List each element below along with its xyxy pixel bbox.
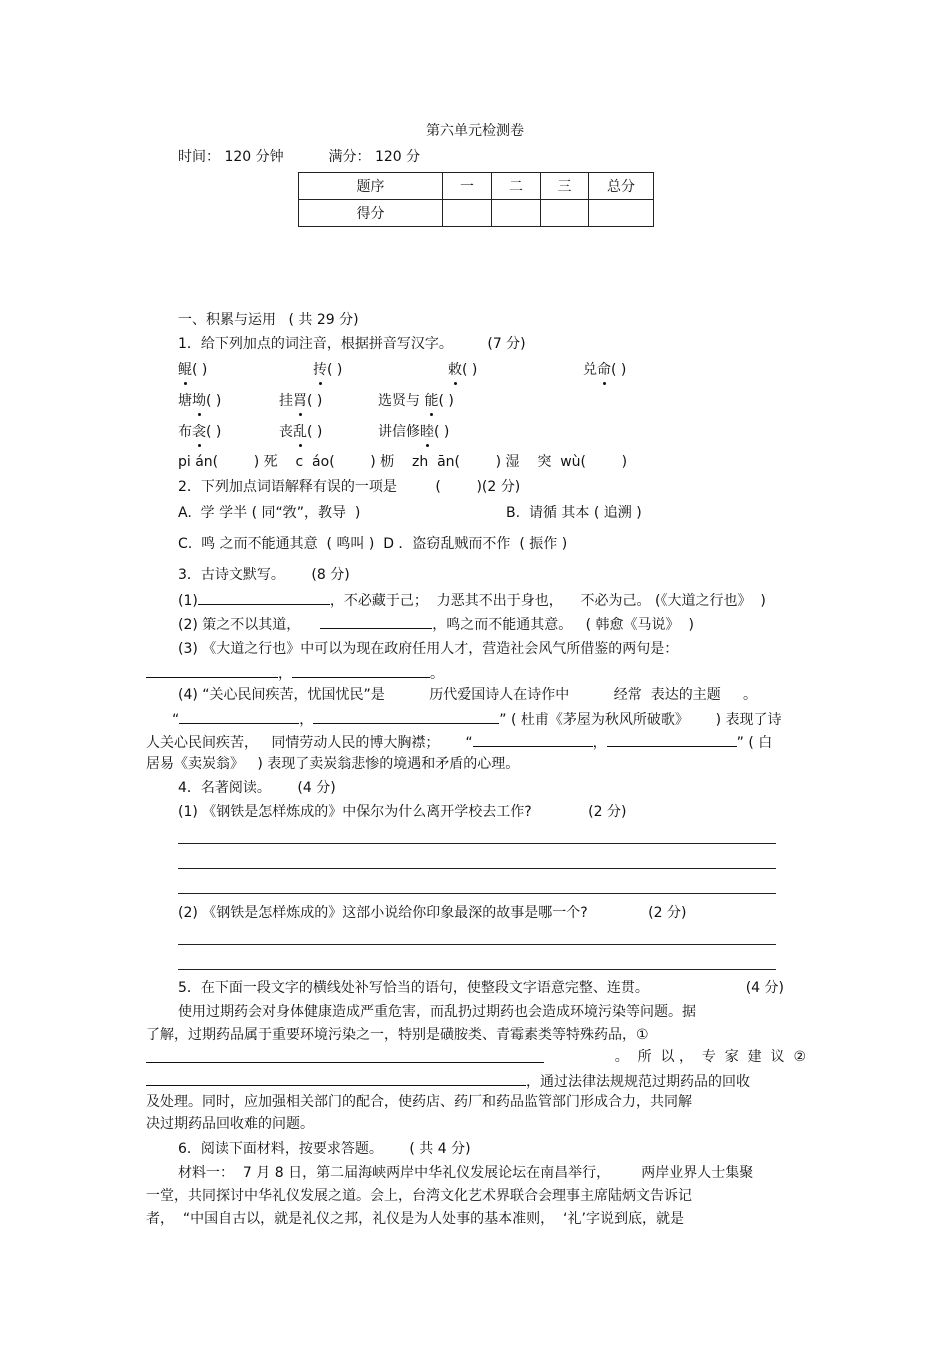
- answer-blank[interactable]: [179, 709, 299, 724]
- pinyin-blank[interactable]: ( ): [307, 393, 323, 409]
- score-table: [298, 172, 654, 227]
- q2-option-c-d: C. 鸣 之而不能通其意 ( 鸣叫 ) D ．盗窃乱贼而不作 ( 振作 ): [178, 536, 568, 552]
- q3-line-4: (4) “关心民间疾苦，忧国忧民”是 历代爱国诗人在诗作中 经常 表达的主题 。: [178, 687, 757, 703]
- q1-row-4-pinyin: pi án( ) 死 c áo( ) 枥 zh ān( ) 湿 突 wù( ): [178, 454, 628, 470]
- q2-option-a: A. 学 学半 ( 同“敩”，教导 ): [178, 505, 361, 521]
- plain-character: 讲信修: [378, 424, 420, 440]
- q2-stem: 2．下列加点词语解释有误的一项是: [178, 479, 397, 495]
- q3-item-1-text: ，不必藏于己； 力恶其不出于身也， 不必为己。 (《大道之行也》 ): [329, 593, 766, 609]
- plain-character: 塘: [178, 393, 192, 409]
- answer-blank[interactable]: [146, 1048, 544, 1063]
- pinyin-blank[interactable]: ( ): [307, 424, 323, 440]
- q1-item: [279, 392, 322, 410]
- score-table-header-row: [299, 173, 654, 200]
- q6-material-line: 者， “中国自古以，就是礼仪之邦，礼仪是为人处事的基本准则， ‘礼’字说到底，就是: [146, 1211, 684, 1227]
- plain-character: 丧: [279, 424, 293, 440]
- q5-paragraph-line: 了解，过期药品属于重要环境污染之一，特别是磺胺类、青霉素类等特殊药品，①: [146, 1027, 649, 1043]
- q5-paragraph-end: ，通过法律法规规范过期药品的回收: [526, 1074, 750, 1090]
- score-table-header: 总分: [589, 173, 654, 200]
- answer-blank[interactable]: [146, 1071, 526, 1086]
- answer-blank[interactable]: [607, 732, 737, 747]
- dotted-character: 衾: [192, 424, 206, 440]
- q1-item: [178, 392, 221, 410]
- q4-stem: 4．名著阅读。: [178, 780, 271, 796]
- dotted-character: 鲲: [178, 362, 192, 378]
- plain-character: 挂: [279, 393, 293, 409]
- score-table-header: 三: [541, 173, 589, 200]
- answer-blank[interactable]: [313, 709, 499, 724]
- answer-line[interactable]: [178, 868, 776, 869]
- answer-blank[interactable]: [146, 663, 278, 678]
- q1-points: (7 分): [487, 336, 526, 352]
- score-table-header: 一: [443, 173, 492, 200]
- q6-points: ( 共 4 分): [409, 1141, 471, 1157]
- dotted-character: 乱: [293, 424, 307, 440]
- score-cell[interactable]: [589, 200, 654, 227]
- q6-material-line: 材料一： 7 月 8 日，第二届海峡两岸中华礼仪发展论坛在南昌举行， 两岸业界人士集聚: [178, 1165, 754, 1181]
- q5-points: (4 分): [745, 980, 784, 996]
- q5-paragraph-line: 决过期药品回收难的问题。: [146, 1116, 314, 1132]
- q3-item-2-text: ，鸣之而不能通其意。 ( 韩愈《马说》 ): [432, 617, 694, 633]
- q1-item: [583, 361, 626, 379]
- q3-stem-line: [178, 566, 350, 584]
- q1-item: [448, 361, 477, 379]
- answer-line[interactable]: [178, 893, 776, 894]
- q3-line-3-end: 。: [430, 666, 444, 682]
- pinyin-blank[interactable]: ( ): [434, 424, 450, 440]
- q6-stem: 6．阅读下面材料，按要求答题。: [178, 1141, 383, 1157]
- q1-item: [378, 423, 449, 441]
- score-table-score-row: [299, 200, 654, 227]
- score-cell[interactable]: [541, 200, 589, 227]
- q1-item: [178, 423, 221, 441]
- q5-blank-1-line: [146, 1048, 806, 1068]
- q3-line-7: 居易《卖炭翁》 ) 表现了卖炭翁悲惨的境遇和矛盾的心理。: [146, 756, 520, 772]
- pinyin-blank[interactable]: ( ): [192, 362, 208, 378]
- q5-blank-2-line: [146, 1071, 750, 1091]
- pinyin-blank[interactable]: ( ): [327, 362, 343, 378]
- q4-sub-1-line: [178, 803, 626, 821]
- time-label: 时间：: [178, 149, 220, 165]
- answer-blank[interactable]: [198, 590, 330, 605]
- q6-material-line: 一堂，共同探讨中华礼仪发展之道。会上，台湾文化艺术界联合会理事主席陆炳文告诉记: [146, 1188, 692, 1204]
- pinyin-blank[interactable]: ( ): [611, 362, 627, 378]
- q3-line-6-end: ” ( 白: [736, 735, 773, 751]
- dotted-character: 坳: [192, 393, 206, 409]
- q4-sub-1-points: (2 分): [588, 804, 627, 820]
- q1-item: [279, 423, 322, 441]
- answer-line[interactable]: [178, 843, 776, 844]
- q2-answer-bracket[interactable]: ( )(2 分): [435, 479, 521, 495]
- q3-line-5-text: ” ( 杜甫《茅屋为秋风所破歌》 ) 表现了诗: [499, 712, 782, 728]
- dotted-character: 睦: [420, 424, 434, 440]
- q3-item-1-number: (1): [178, 593, 198, 609]
- q5-paragraph-end: 。 所 以 ， 专 家 建 议 ②: [614, 1049, 806, 1065]
- q1-stem-line: [178, 335, 526, 353]
- score-table-header: 二: [492, 173, 541, 200]
- pinyin-blank[interactable]: ( ): [438, 393, 454, 409]
- dotted-character: 抟: [313, 362, 327, 378]
- score-table-header: 题序: [299, 173, 443, 200]
- q3-line-6: 人关心民间疾苦， 同情劳动人民的博大胸襟； “ ， ” ( 白: [146, 732, 772, 752]
- plain-character: 布: [178, 424, 192, 440]
- q5-paragraph-line: 使用过期药会对身体健康造成严重危害，而乱扔过期药也会造成环境污染等问题。据: [178, 1004, 696, 1020]
- q1-stem: 1．给下列加点的词注音，根据拼音写汉字。: [178, 336, 453, 352]
- exam-time-score: [178, 148, 420, 166]
- score-cell[interactable]: [492, 200, 541, 227]
- answer-line[interactable]: [178, 969, 776, 970]
- q3-line-5: “ ， ” ( 杜甫《茅屋为秋风所破歌》 ) 表现了诗: [172, 709, 782, 729]
- answer-line[interactable]: [178, 944, 776, 945]
- plain-character: 兑: [583, 362, 597, 378]
- q3-stem: 3．古诗文默写。: [178, 567, 285, 583]
- plain-character: 选贤与: [378, 393, 425, 409]
- dotted-character: 命: [597, 362, 611, 378]
- answer-blank[interactable]: [320, 614, 432, 629]
- pinyin-blank[interactable]: ( ): [206, 424, 222, 440]
- score-row-label: 得分: [299, 200, 443, 227]
- answer-blank[interactable]: [473, 732, 593, 747]
- q3-item-2-prefix: (2) 策之不以其道，: [178, 617, 301, 633]
- q1-item: [313, 361, 342, 379]
- q3-line-2: [178, 614, 694, 634]
- q3-line-6-text: 人关心民间疾苦， 同情劳动人民的博大胸襟；: [146, 735, 440, 751]
- q5-stem: 5．在下面一段文字的横线处补写恰当的语句，使整段文字语意完整、连贯。: [178, 980, 649, 996]
- q6-stem-line: [178, 1140, 471, 1158]
- q4-stem-line: [178, 779, 336, 797]
- q4-sub-2: (2) 《钢铁是怎样炼成的》这部小说给你印象最深的故事是哪一个?: [178, 905, 588, 921]
- q4-sub-1: (1) 《钢铁是怎样炼成的》中保尔为什么离开学校去工作?: [178, 804, 532, 820]
- full-score-label: 满分：: [328, 149, 371, 165]
- dotted-character: 能: [424, 393, 439, 409]
- dotted-character: 罥: [293, 393, 307, 409]
- pinyin-blank[interactable]: ( ): [206, 393, 222, 409]
- q4-sub-2-points: (2 分): [648, 905, 687, 921]
- q2-stem-line: [178, 478, 520, 496]
- answer-blank[interactable]: [292, 663, 430, 678]
- pinyin-blank[interactable]: ( ): [462, 362, 478, 378]
- q5-paragraph-line: 及处理。同时，应加强相关部门的配合，使药店、药厂和药品监管部门形成合力，共同解: [146, 1094, 692, 1110]
- q1-item: [378, 392, 454, 410]
- q5-stem-line: [178, 979, 784, 997]
- time-value: 120 分钟: [224, 149, 284, 165]
- section-1-points: ( 共 29 分): [288, 312, 359, 328]
- dotted-character: 敕: [448, 362, 462, 378]
- q2-option-b: B. 请循 其本 ( 追溯 ): [506, 505, 642, 521]
- q3-line-3-answer: ， 。: [146, 663, 444, 683]
- q3-line-1: [178, 590, 766, 610]
- section-1-title: 一、积累与运用: [178, 312, 276, 328]
- full-score-value: 120 分: [374, 149, 421, 165]
- section-1-heading: [178, 311, 359, 329]
- q3-line-3: (3) 《大道之行也》中可以为现在政府任用人才，营造社会风气所借鉴的两句是：: [178, 641, 679, 657]
- q1-item: [178, 361, 207, 379]
- q4-sub-2-line: [178, 904, 686, 922]
- q3-points: (8 分): [311, 567, 350, 583]
- exam-title: 第六单元检测卷: [426, 123, 524, 139]
- q4-points: (4 分): [297, 780, 336, 796]
- score-cell[interactable]: [443, 200, 492, 227]
